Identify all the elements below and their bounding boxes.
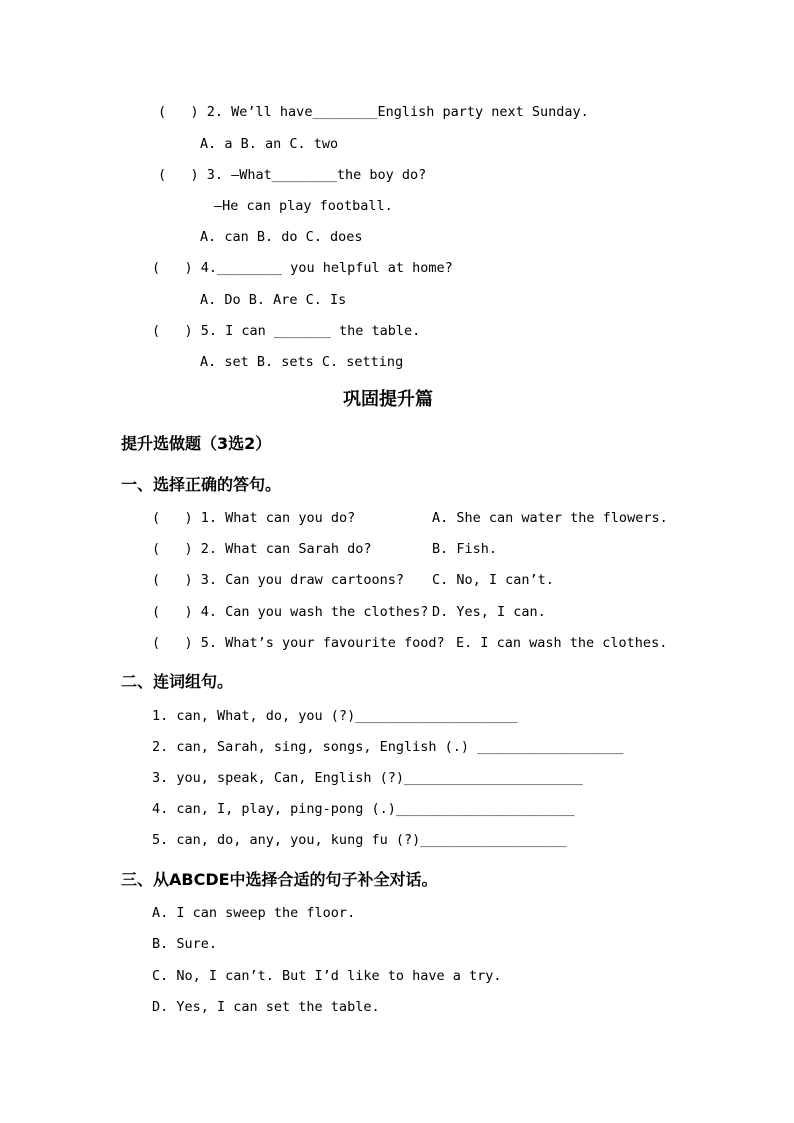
reorder-item[interactable]: 1. can, What, do, you (?)____________________ (152, 708, 518, 724)
match-row (152, 540, 371, 558)
part3-heading: 三、从ABCDE中选择合适的句子补全对话。 (121, 870, 438, 889)
match-row (152, 571, 404, 589)
match-question: 2. What can Sarah do? (200, 541, 372, 557)
q2-options: A. a B. an C. two (200, 136, 339, 152)
match-question: 1. What can you do? (200, 510, 356, 526)
reorder-item[interactable]: 2. can, Sarah, sing, songs, English (.) __________________ (152, 739, 624, 755)
match-answer: E. I can wash the clothes. (456, 635, 668, 651)
answer-paren[interactable]: ( ) (152, 541, 193, 557)
dialogue-option: B. Sure. (152, 936, 218, 952)
match-answer: C. No, I can’t. (432, 572, 554, 588)
reorder-item[interactable]: 5. can, do, any, you, kung fu (?)__________________ (152, 832, 567, 848)
q3-text: 3. —What________the boy do? (206, 167, 427, 183)
match-row (152, 603, 428, 621)
match-answer: A. She can water the flowers. (432, 510, 668, 526)
answer-paren[interactable]: ( ) (152, 510, 193, 526)
answer-paren[interactable]: ( ) (152, 635, 193, 651)
q2-row (158, 103, 589, 121)
q5-options: A. set B. sets C. setting (200, 354, 404, 370)
q5-row (152, 322, 420, 340)
match-question: 4. Can you wash the clothes? (200, 604, 429, 620)
dialogue-option: D. Yes, I can set the table. (152, 999, 380, 1015)
answer-paren[interactable]: ( ) (152, 604, 193, 620)
q3-options: A. can B. do C. does (200, 229, 363, 245)
answer-paren[interactable]: ( ) (152, 323, 193, 339)
q5-text: 5. I can _______ the table. (200, 323, 421, 339)
dialogue-option: C. No, I can’t. But I’d like to have a try. (152, 968, 502, 984)
reorder-item[interactable]: 3. you, speak, Can, English (?)______________________ (152, 770, 583, 786)
answer-paren[interactable]: ( ) (158, 104, 199, 120)
match-question: 3. Can you draw cartoons? (200, 572, 404, 588)
part1-heading: 一、选择正确的答句。 (121, 475, 282, 494)
answer-paren[interactable]: ( ) (152, 260, 193, 276)
match-row (152, 634, 445, 652)
match-answer: B. Fish. (432, 541, 498, 557)
q4-text: 4.________ you helpful at home? (200, 260, 453, 276)
reorder-item[interactable]: 4. can, I, play, ping-pong (.)______________________ (152, 801, 575, 817)
answer-paren[interactable]: ( ) (158, 167, 199, 183)
q3-row (158, 166, 426, 184)
dialogue-option: A. I can sweep the floor. (152, 905, 356, 921)
answer-paren[interactable]: ( ) (152, 572, 193, 588)
match-answer: D. Yes, I can. (432, 604, 546, 620)
part2-heading: 二、连词组句。 (121, 672, 234, 691)
q4-row (152, 259, 453, 277)
match-row (152, 509, 355, 527)
q2-text: 2. We’ll have________English party next Sunday. (206, 104, 589, 120)
section-title: 巩固提升篇 (343, 389, 433, 410)
q4-options: A. Do B. Are C. Is (200, 292, 347, 308)
match-question: 5. What’s your favourite food? (200, 635, 445, 651)
q3-answer-line: —He can play football. (214, 198, 393, 214)
subtitle: 提升选做题（3选2） (121, 434, 272, 453)
